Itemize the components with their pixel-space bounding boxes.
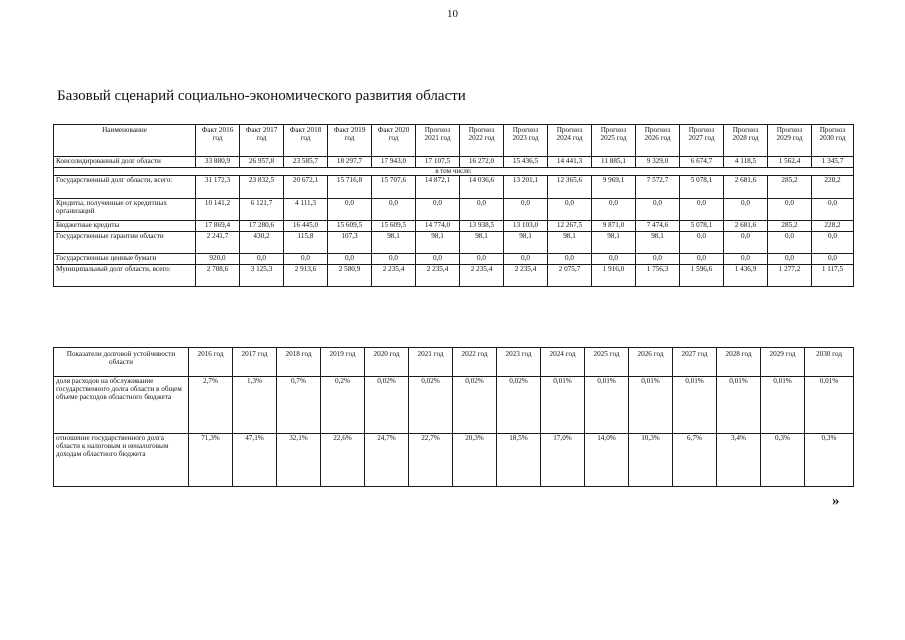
- row-label: отношение государственного долга области к налоговым и неналоговым доходам областного бюджета: [54, 434, 189, 487]
- table-cell: 0,0: [768, 254, 812, 265]
- table-cell: 2,7%: [189, 377, 233, 434]
- row-label: Консолидированный долг области: [54, 157, 196, 168]
- table-cell: 430,2: [240, 232, 284, 254]
- table-cell: 17,0%: [541, 434, 585, 487]
- debt-table-header-row: [54, 125, 854, 157]
- table-cell: 33 880,9: [196, 157, 240, 168]
- table-cell: 0,01%: [761, 377, 805, 434]
- table-cell: 2 913,6: [284, 265, 328, 287]
- table-cell: 3,4%: [717, 434, 761, 487]
- row-label: доля расходов на обслуживание государственного долга области в общем объеме расходов областного бюджета: [54, 377, 189, 434]
- table-cell: 2 235,4: [416, 265, 460, 287]
- table-cell: 1 916,0: [592, 265, 636, 287]
- column-header-name: Показатели долговой устойчивости области: [54, 348, 189, 377]
- table-cell: 0,01%: [717, 377, 761, 434]
- table-cell: 0,0: [240, 254, 284, 265]
- table-cell: 11 885,1: [592, 157, 636, 168]
- table-cell: 285,2: [768, 221, 812, 232]
- table-cell: 16 445,0: [284, 221, 328, 232]
- table-cell: 20,3%: [453, 434, 497, 487]
- table-row-municipal-debt: [54, 265, 854, 287]
- column-header-year: 2025 год: [585, 348, 629, 377]
- table-cell: 0,01%: [629, 377, 673, 434]
- table-cell: 15 716,8: [328, 176, 372, 199]
- column-header-year: 2024 год: [541, 348, 585, 377]
- table-cell: 0,0: [636, 254, 680, 265]
- table-cell: 15 609,5: [372, 221, 416, 232]
- row-label: Государственные гарантии области: [54, 232, 196, 254]
- table-cell: 98,1: [504, 232, 548, 254]
- column-header-year: 2020 год: [365, 348, 409, 377]
- table-cell: 23 585,7: [284, 157, 328, 168]
- table-cell: 14,0%: [585, 434, 629, 487]
- table-cell: 5 078,1: [680, 221, 724, 232]
- table-cell: 1 436,9: [724, 265, 768, 287]
- table-row-budget-credits: [54, 221, 854, 232]
- table-cell: 0,0: [768, 232, 812, 254]
- table-cell: 0,0: [416, 254, 460, 265]
- row-label: Государственный долг области, всего:: [54, 176, 196, 199]
- table-cell: 0,0: [460, 199, 504, 221]
- table-cell: 0,02%: [365, 377, 409, 434]
- table-cell: 0,0: [636, 199, 680, 221]
- table-row-state-debt: [54, 176, 854, 199]
- table-cell: 6 121,7: [240, 199, 284, 221]
- table-cell: 12 267,5: [548, 221, 592, 232]
- table-cell: 285,2: [768, 176, 812, 199]
- table-cell: 0,0: [680, 199, 724, 221]
- table-cell: 2 241,7: [196, 232, 240, 254]
- table-cell: 0,01%: [673, 377, 717, 434]
- table-cell: 14 441,3: [548, 157, 592, 168]
- column-header-year: Факт 2019 год: [328, 125, 372, 157]
- column-header-year: Факт 2018 год: [284, 125, 328, 157]
- column-header-year: Факт 2017 год: [240, 125, 284, 157]
- table-cell: 0,0: [592, 254, 636, 265]
- column-header-year: 2028 год: [717, 348, 761, 377]
- table-cell: 1 117,5: [812, 265, 854, 287]
- row-label: Муниципальный долг области, всего:: [54, 265, 196, 287]
- table-cell: 1 277,2: [768, 265, 812, 287]
- table-row-bank-credits: [54, 199, 854, 221]
- table-cell: 9 871,0: [592, 221, 636, 232]
- table-cell: 7 572,7: [636, 176, 680, 199]
- column-header-year: 2016 год: [189, 348, 233, 377]
- column-header-year: Прогноз 2025 год: [592, 125, 636, 157]
- table-cell: 7 474,6: [636, 221, 680, 232]
- table-cell: 0,7%: [277, 377, 321, 434]
- column-header-year: Прогноз 2022 год: [460, 125, 504, 157]
- table-cell: 2 075,7: [548, 265, 592, 287]
- table-cell: 6 674,7: [680, 157, 724, 168]
- table-cell: 2 580,9: [328, 265, 372, 287]
- table-cell: 14 036,6: [460, 176, 504, 199]
- table-cell: 920,0: [196, 254, 240, 265]
- table-cell: 0,0: [328, 199, 372, 221]
- table-cell: 0,0: [504, 199, 548, 221]
- table-cell: 32,1%: [277, 434, 321, 487]
- table-row-debt-service-share: [54, 377, 854, 434]
- table-cell: 12 365,6: [548, 176, 592, 199]
- table-cell: 2 708,6: [196, 265, 240, 287]
- sustainability-header-row: [54, 348, 854, 377]
- table-cell: 0,0: [812, 254, 854, 265]
- table-cell: 0,3%: [805, 434, 854, 487]
- column-header-year: 2030 год: [805, 348, 854, 377]
- table-cell: 18,5%: [497, 434, 541, 487]
- table-cell: 0,0: [328, 254, 372, 265]
- table-cell: 0,01%: [805, 377, 854, 434]
- column-header-year: 2026 год: [629, 348, 673, 377]
- table-cell: 10 141,2: [196, 199, 240, 221]
- debt-table: [53, 124, 854, 287]
- column-header-name: Наименование: [54, 125, 196, 157]
- column-header-year: Прогноз 2026 год: [636, 125, 680, 157]
- table-cell: 13 201,1: [504, 176, 548, 199]
- table-cell: 5 078,1: [680, 176, 724, 199]
- table-cell: 0,0: [416, 199, 460, 221]
- table-cell: 16 272,0: [460, 157, 504, 168]
- table-cell: 2 235,4: [372, 265, 416, 287]
- table-cell: 0,0: [812, 232, 854, 254]
- table-cell: 1 345,7: [812, 157, 854, 168]
- table-cell: 13 938,5: [460, 221, 504, 232]
- column-header-year: Прогноз 2027 год: [680, 125, 724, 157]
- column-header-year: Факт 2020 год: [372, 125, 416, 157]
- table-cell: 0,0: [812, 199, 854, 221]
- table-cell: 23 832,5: [240, 176, 284, 199]
- table-cell: 24,7%: [365, 434, 409, 487]
- subheader-label: в том числе:: [54, 168, 854, 176]
- table-cell: 4 111,3: [284, 199, 328, 221]
- table-cell: 1 756,3: [636, 265, 680, 287]
- table-cell: 2 235,4: [460, 265, 504, 287]
- document-title: Базовый сценарий социально-экономического развития области: [57, 88, 466, 104]
- table-cell: 98,1: [372, 232, 416, 254]
- table-cell: 0,2%: [321, 377, 365, 434]
- table-cell: 0,3%: [761, 434, 805, 487]
- column-header-year: 2022 год: [453, 348, 497, 377]
- row-label: Государственные ценные бумаги: [54, 254, 196, 265]
- table-cell: 3 125,3: [240, 265, 284, 287]
- table-row-securities: [54, 254, 854, 265]
- column-header-year: Прогноз 2024 год: [548, 125, 592, 157]
- table-cell: 17 280,6: [240, 221, 284, 232]
- table-cell: 9 969,1: [592, 176, 636, 199]
- table-cell: 17 869,4: [196, 221, 240, 232]
- table-row-consolidated-debt: [54, 157, 854, 168]
- column-header-year: Прогноз 2029 год: [768, 125, 812, 157]
- table-cell: 0,0: [372, 199, 416, 221]
- table-cell: 0,0: [284, 254, 328, 265]
- table-cell: 22,6%: [321, 434, 365, 487]
- row-label: Бюджетные кредиты: [54, 221, 196, 232]
- table-cell: 0,0: [548, 254, 592, 265]
- table-cell: 0,0: [592, 199, 636, 221]
- table-cell: 98,1: [416, 232, 460, 254]
- table-cell: 20 672,1: [284, 176, 328, 199]
- debt-sustainability-table: [53, 347, 854, 487]
- table-cell: 0,0: [548, 199, 592, 221]
- page-number: 10: [447, 8, 458, 20]
- table-cell: 15 436,5: [504, 157, 548, 168]
- table-cell: 228,2: [812, 221, 854, 232]
- table-cell: 47,1%: [233, 434, 277, 487]
- table-cell: 18 297,7: [328, 157, 372, 168]
- closing-quote-mark: »: [832, 493, 840, 509]
- table-cell: 0,0: [504, 254, 548, 265]
- table-cell: 115,8: [284, 232, 328, 254]
- column-header-year: 2027 год: [673, 348, 717, 377]
- row-label: Кредиты, полученные от кредитных организаций: [54, 199, 196, 221]
- table-cell: 98,1: [460, 232, 504, 254]
- table-cell: 0,02%: [453, 377, 497, 434]
- table-cell: 6,7%: [673, 434, 717, 487]
- column-header-year: 2018 год: [277, 348, 321, 377]
- table-cell: 228,2: [812, 176, 854, 199]
- table-cell: 2 681,6: [724, 221, 768, 232]
- column-header-year: Прогноз 2021 год: [416, 125, 460, 157]
- table-cell: 0,02%: [497, 377, 541, 434]
- column-header-year: 2021 год: [409, 348, 453, 377]
- table-cell: 26 957,8: [240, 157, 284, 168]
- column-header-year: 2019 год: [321, 348, 365, 377]
- table-subheader-row: [54, 168, 854, 176]
- table-row-debt-to-revenue: [54, 434, 854, 487]
- table-cell: 2 235,4: [504, 265, 548, 287]
- table-cell: 22,7%: [409, 434, 453, 487]
- table-row-state-guarantees: [54, 232, 854, 254]
- table-cell: 0,01%: [585, 377, 629, 434]
- table-cell: 0,0: [680, 232, 724, 254]
- column-header-year: 2017 год: [233, 348, 277, 377]
- table-cell: 0,0: [680, 254, 724, 265]
- table-cell: 71,3%: [189, 434, 233, 487]
- table-cell: 14 774,0: [416, 221, 460, 232]
- table-cell: 0,0: [724, 254, 768, 265]
- table-cell: 15 609,5: [328, 221, 372, 232]
- table-cell: 0,0: [724, 199, 768, 221]
- table-cell: 98,1: [548, 232, 592, 254]
- column-header-year: 2023 год: [497, 348, 541, 377]
- table-cell: 1 562,4: [768, 157, 812, 168]
- table-cell: 0,02%: [409, 377, 453, 434]
- table-cell: 98,1: [592, 232, 636, 254]
- table-cell: 1,3%: [233, 377, 277, 434]
- table-cell: 0,0: [768, 199, 812, 221]
- table-cell: 31 172,3: [196, 176, 240, 199]
- table-cell: 9 329,0: [636, 157, 680, 168]
- table-cell: 17 943,0: [372, 157, 416, 168]
- column-header-year: Прогноз 2030 год: [812, 125, 854, 157]
- table-cell: 14 872,1: [416, 176, 460, 199]
- table-cell: 0,0: [372, 254, 416, 265]
- table-cell: 98,1: [636, 232, 680, 254]
- table-cell: 0,01%: [541, 377, 585, 434]
- table-cell: 15 707,6: [372, 176, 416, 199]
- table-cell: 10,3%: [629, 434, 673, 487]
- column-header-year: Факт 2016 год: [196, 125, 240, 157]
- table-cell: 107,3: [328, 232, 372, 254]
- column-header-year: 2029 год: [761, 348, 805, 377]
- table-cell: 2 681,6: [724, 176, 768, 199]
- column-header-year: Прогноз 2023 год: [504, 125, 548, 157]
- table-cell: 0,0: [724, 232, 768, 254]
- table-cell: 0,0: [460, 254, 504, 265]
- column-header-year: Прогноз 2028 год: [724, 125, 768, 157]
- table-cell: 17 107,5: [416, 157, 460, 168]
- table-cell: 13 103,0: [504, 221, 548, 232]
- table-cell: 4 118,5: [724, 157, 768, 168]
- table-cell: 1 596,6: [680, 265, 724, 287]
